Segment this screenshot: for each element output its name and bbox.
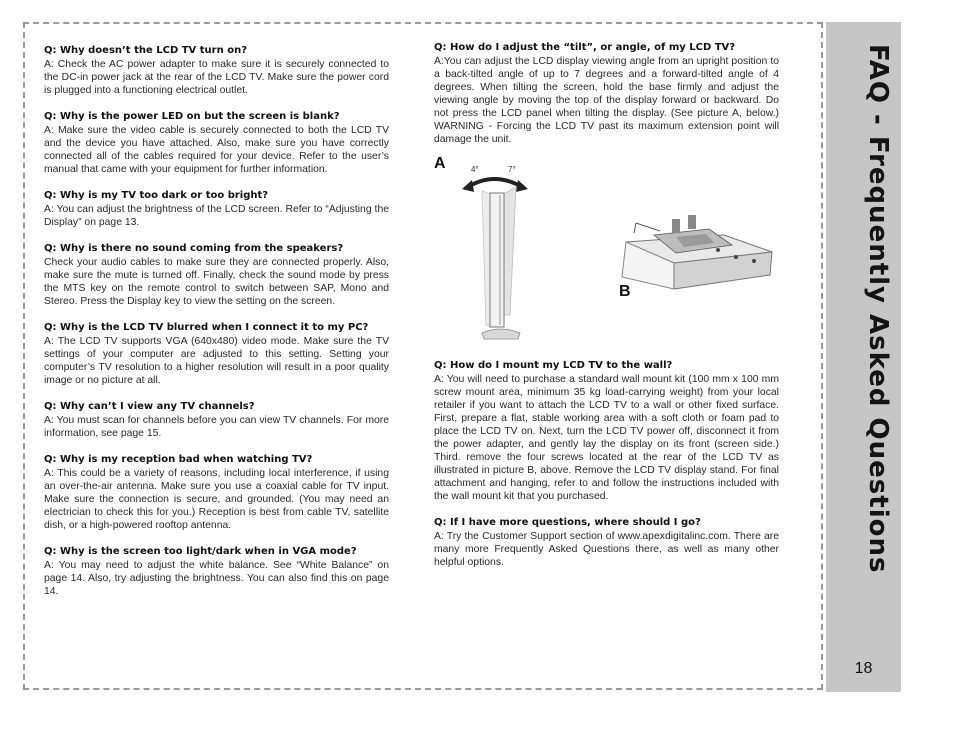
faq-item-more (434, 516, 779, 569)
question: Q: Why is my reception bad when watching TV? (44, 454, 313, 465)
answer: A: The LCD TV supports VGA (640x480) video mode. Make sure the TV settings of your computer are adjusted to this setting. Setting your computer’s TV resolution to a higher resolution will result in a poor quality image or no picture at all. (44, 336, 389, 386)
faq-item (44, 453, 389, 532)
faq-item (44, 110, 389, 176)
faq-item-mount (434, 359, 779, 503)
answer: Check your audio cables to make sure they are connected properly. Also, make sure the mute is turned off. Finally, check the sound mode by press the MTS key on the remote control to switch between SAP, Mono and Stereo. Press the Display key to view the setting on the screen. (44, 257, 389, 307)
picture-b-label: B (619, 283, 631, 300)
tilt-illustration (454, 165, 544, 345)
back-angle-label: 7° (508, 165, 516, 174)
faq-item-tilt (434, 41, 779, 146)
answer: A: You may need to adjust the white balance. See “White Balance” on page 14. Also, try adjusting the brightness. You can also find this on page 14. (44, 560, 389, 597)
question: Q: Why can’t I view any TV channels? (44, 401, 255, 412)
faq-item (44, 400, 389, 440)
faq-item (44, 189, 389, 229)
faq-item (44, 242, 389, 308)
answer: A: This could be a variety of reasons, including local interference, if using an over-the-air antenna. Make sure you use a coaxial cable for TV input. Make sure the connection is secure, and grounded. (You may need an electrician to check this for you.) Reception is best from cable TV, satellite dish, or a high-powered rooftop antenna. (44, 468, 389, 531)
answer: A:You can adjust the LCD display viewing angle from an upright position to a back-tilted angle of up to 7 degrees and a forward-tilted angle of 4 degrees. When tilting the screen, hold the base firmly and adjust the viewing angle by moving the top of the display forward or backward. Do not press the LCD panel when tilting the display. (See picture A, below.) WARNING - Forcing the LCD TV past its maximum extension point will damage the unit. (434, 56, 779, 145)
question: Q: Why doesn’t the LCD TV turn on? (44, 45, 247, 56)
section-title: FAQ - Frequently Asked Questions (863, 44, 893, 574)
faq-item (44, 545, 389, 598)
answer: A: Make sure the video cable is securely connected to both the LCD TV and the device you have attached. Also, make sure you have correctly connected all of the cables required for your device. Refer to the user’s manual that came with your equipment for further information. (44, 125, 389, 175)
question: Q: Why is my TV too dark or too bright? (44, 190, 269, 201)
question: Q: Why is the power LED on but the screen is blank? (44, 111, 340, 122)
answer: A: Check the AC power adapter to make sure it is securely connected to the DC-in power jack at the rear of the LCD TV. Make sure the power cord is plugged into a functioning electrical outlet. (44, 59, 389, 96)
illustrations (434, 157, 779, 346)
answer: A: Try the Customer Support section of www.apexdigitalinc.com. There are many more Frequently Asked Questions there, as well as many other helpful options. (434, 531, 779, 568)
page-number: 18 (854, 660, 873, 677)
answer: A: You must scan for channels before you can view TV channels. For more information, see page 15. (44, 415, 389, 439)
section-sidebar (826, 22, 901, 692)
picture-a-label: A (434, 155, 446, 172)
faq-item (44, 44, 389, 97)
question: Q: Why is the screen too light/dark when in VGA mode? (44, 546, 357, 557)
forward-angle-label: 4° (471, 165, 479, 174)
faq-item (44, 321, 389, 387)
question: Q: Why is the LCD TV blurred when I connect it to my PC? (44, 322, 369, 333)
wall-mount-illustration (614, 197, 774, 292)
answer: A: You will need to purchase a standard wall mount kit (100 mm x 100 mm screw mount area, minimum 35 kg load-carrying weight) from your local retailer if you want to attach the LCD TV to a wall or other fixed surface. First, prepare a flat, stable working area with a soft cloth or foam pad to place the LCD TV on. Next, turn the LCD TV power off, disconnect it from the power adapter, and gently lay the display on its front (screen side.) Third. remove the four screws located at the rear of the LCD TV as illustrated in picture B, above. Remove the LCD TV display stand. For final attachment and hanging, refer to and follow the instructions included with the wall mount kit that you purchased. (434, 374, 779, 502)
answer: A: You can adjust the brightness of the LCD screen. Refer to “Adjusting the Display” on page 13. (44, 204, 389, 228)
left-column (44, 44, 389, 611)
right-column (434, 41, 779, 582)
question: Q: If I have more questions, where should I go? (434, 517, 701, 528)
question: Q: Why is there no sound coming from the speakers? (44, 243, 344, 254)
question: Q: How do I mount my LCD TV to the wall? (434, 360, 673, 371)
question: Q: How do I adjust the “tilt”, or angle, of my LCD TV? (434, 42, 736, 53)
